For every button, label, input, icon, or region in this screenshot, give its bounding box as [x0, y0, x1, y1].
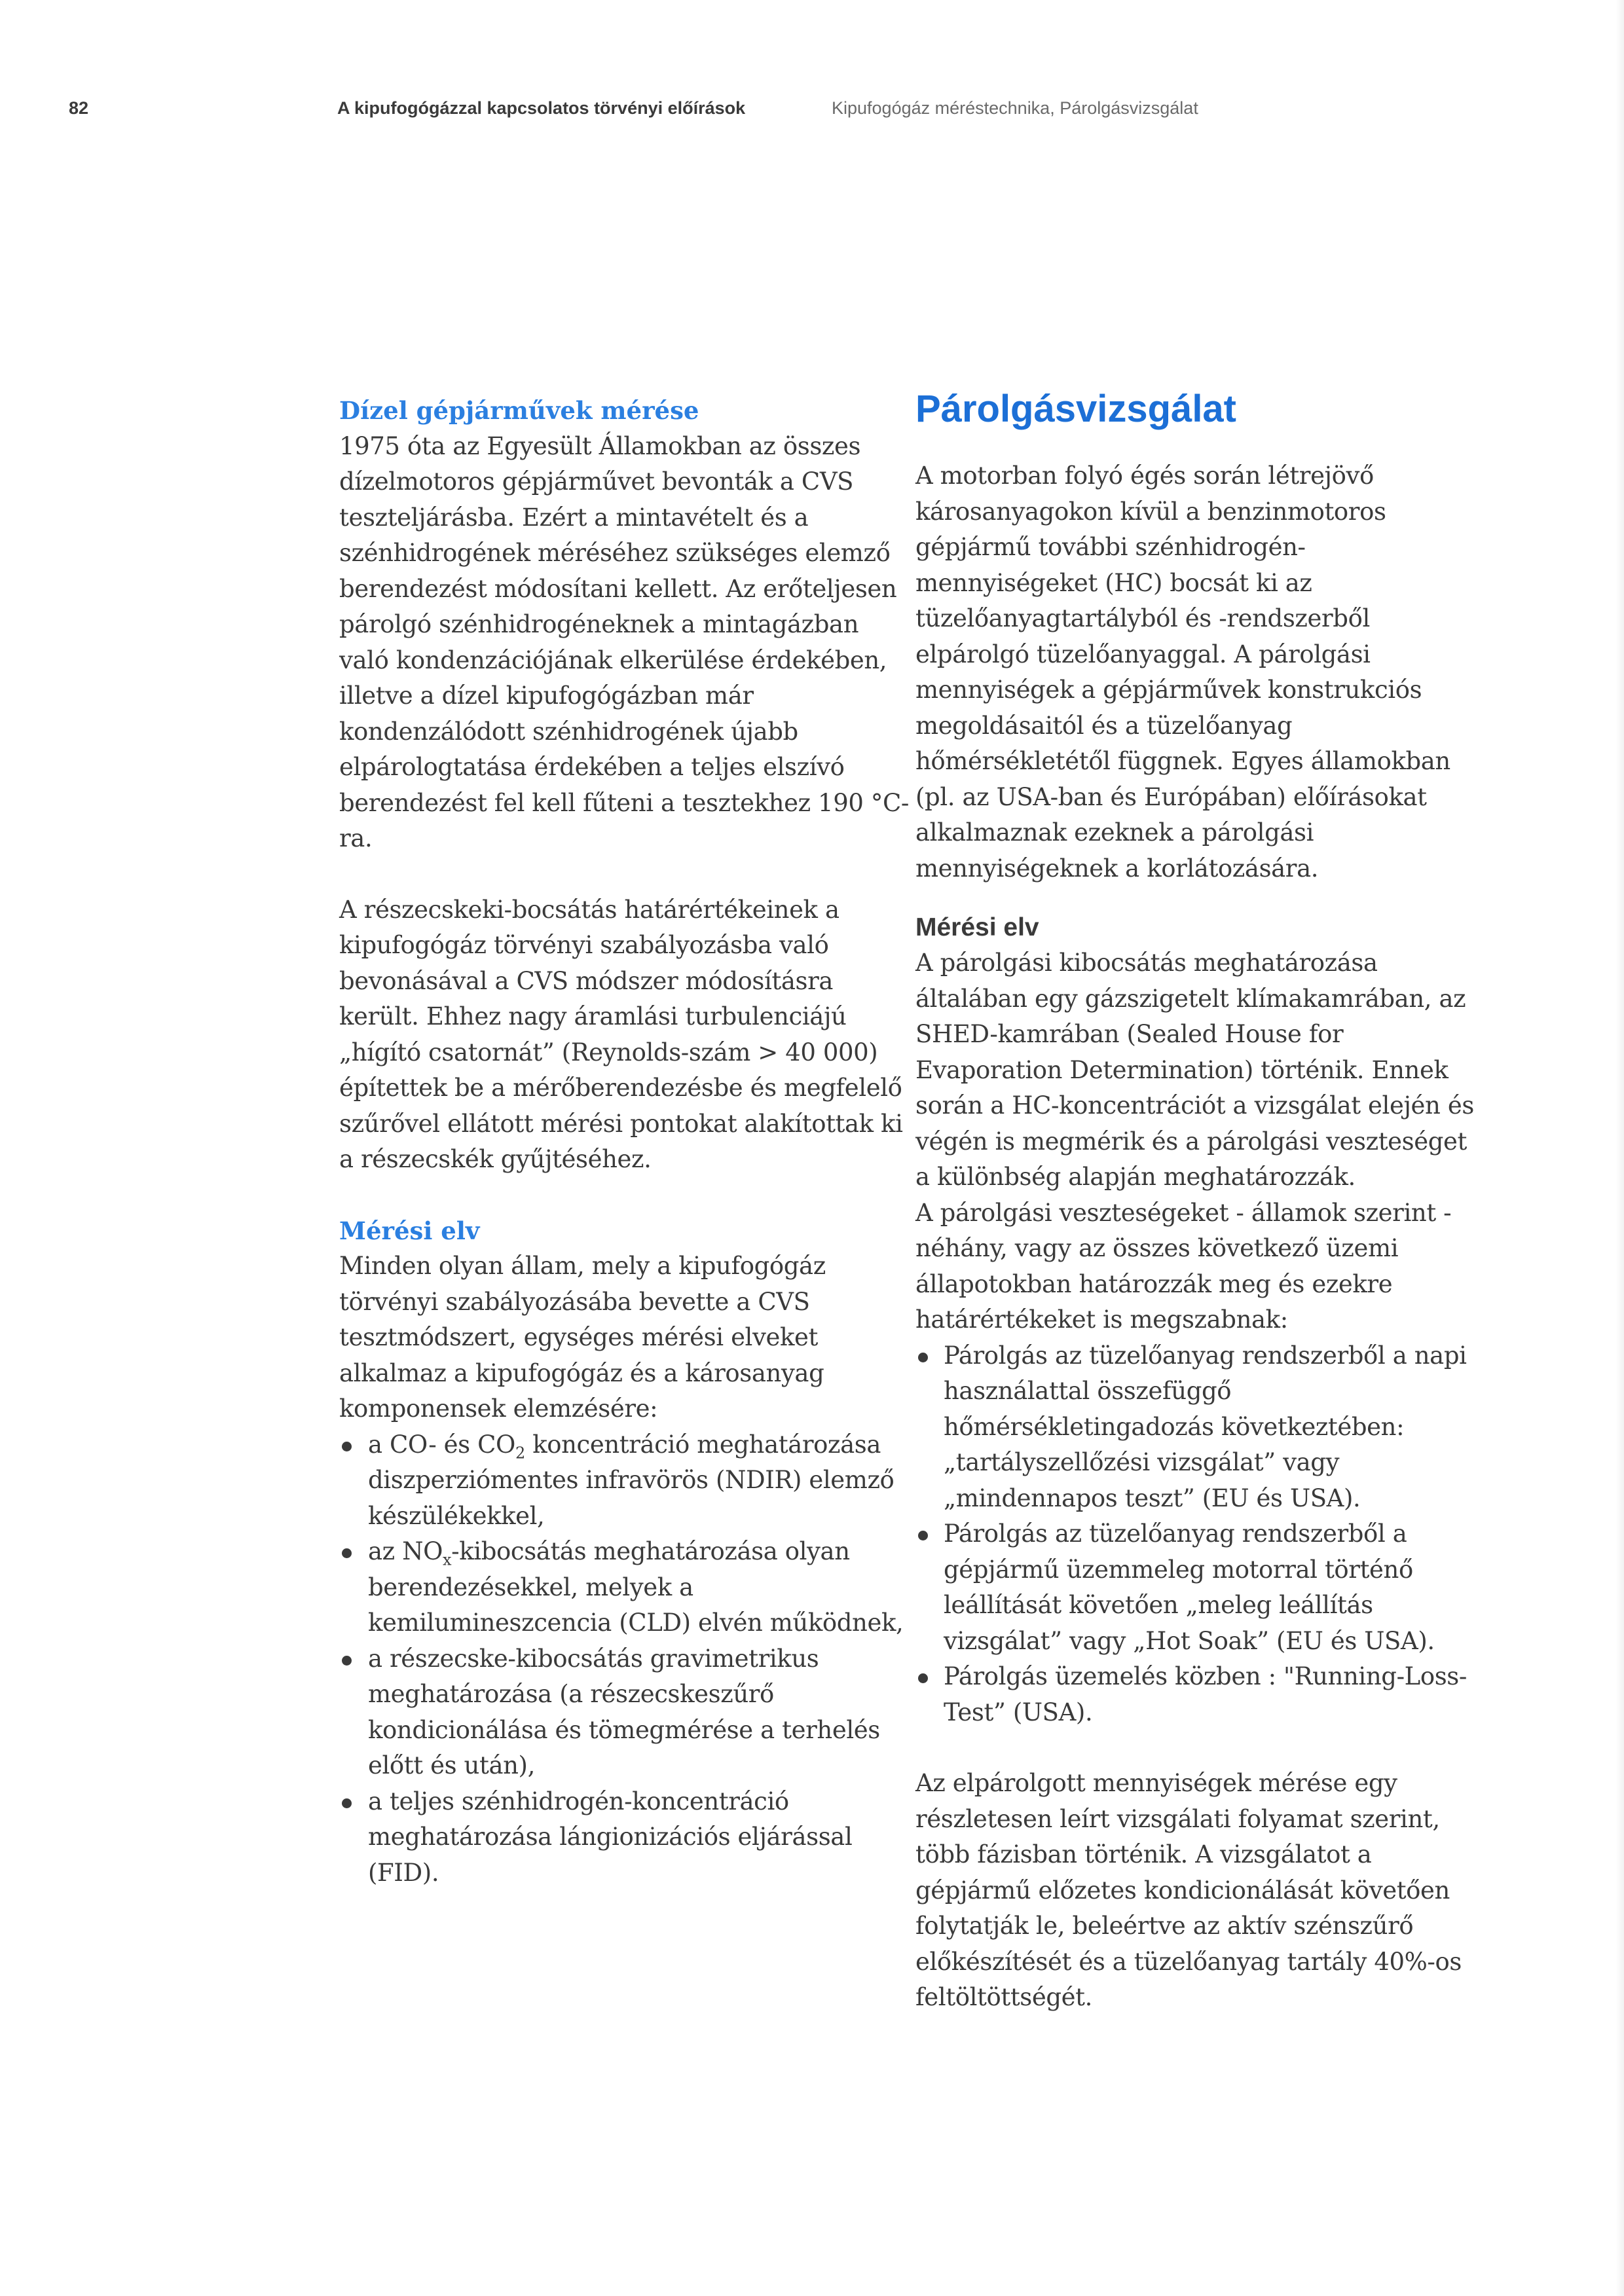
bullet-icon [918, 1531, 928, 1540]
bullet-icon [342, 1548, 352, 1558]
scan-edge-shadow [1616, 0, 1624, 2296]
evaporation-principle-paragraph-2: A párolgási veszteségeket - államok szerint - néhány, vagy az összes következő üzemi állapotokban határozzák meg és ezekre határértékeket is megszabnak: [915, 1198, 1452, 1334]
diesel-paragraph-1: 1975 óta az Egyesült Államokban az összes dízelmotoros gépjárművet bevonták a CVS teszteljárásba. Ezért a mintavételt és a szénhidrogének méréséhez szükséges elemző berendezést módosítani kellett. Az erőteljesen párolgó szénhidrogéneknek a mintagázban való kondenzációjának elkerülése érdekében, illetve a dízel kipufogógázban már kondenzálódott szénhidrogének újabb elpárologtatása érdekében a teljes elszívó berendezést fel kell fűteni a tesztekhez 190 °C-ra. [339, 431, 909, 852]
evaporation-intro: A motorban folyó égés során létrejövő károsanyagokon kívül a benzinmotoros gépjármű további szénhidrogén-mennyiségeket (HC) bocsát ki az tüzelőanyagtartályból és -rendszerből elpárolgó tüzelőanyaggal. A párolgási mennyiségek a gépjárművek konstrukciós megoldásaitól és a tüzelőanyag hőmérsékletétől függnek. Egyes államokban (pl. az USA-ban és Európában) előírásokat alkalmaznak ezeknek a párolgási mennyiségeknek a korlátozására. [915, 462, 1450, 883]
measurement-principle-heading: Mérési elv [339, 1216, 480, 1245]
diesel-paragraph-2: A részecskeki-bocsátás határértékeinek a kipufogógáz törvényi szabályozásba való bevonásával a CVS módszer módosításra került. Ehhez nagy áramlási turbulenciájú „hígító csatornát” (Reynolds-szám > 40 000) építettek be a mérőberendezésbe és megfelelő szűrővel ellátott mérési pontokat alakítottak ki a részecskék gyűjtéséhez. [339, 895, 903, 1173]
list-item: Párolgás az tüzelőanyag rendszerből a gépjármű üzemmeleg motorral történő leállítását követően „meleg leállítás vizsgálat” vagy „Hot Soak” (EU és USA). [915, 1516, 1485, 1659]
evaporation-test-title: Párolgásvizsgálat [915, 388, 1236, 430]
evaporation-principle-heading: Mérési elv [915, 913, 1039, 941]
bullet-icon [918, 1353, 928, 1362]
analysis-method-list [339, 1427, 909, 1891]
measurement-principle-intro: Minden olyan állam, mely a kipufogógáz törvényi szabályozásába bevette a CVS tesztmódszert, egységes mérési elveket alkalmaz a kipufogógáz és a károsanyag komponensek elemzésére: [339, 1252, 826, 1423]
chapter-title: A kipufogógázzal kapcsolatos törvényi előírások [337, 98, 746, 118]
page-number: 82 [69, 98, 89, 118]
right-column [915, 386, 1485, 2016]
left-column [339, 393, 909, 1891]
evaporation-test-list [915, 1338, 1485, 1731]
list-item: az $NO_x$-kibocsátás meghatározása olyan berendezésekkel, melyek a kemilumineszcencia (CLD) elvén működnek, [339, 1534, 909, 1641]
evaporation-closing-paragraph: Az elpárolgott mennyiségek mérése egy részletesen leírt vizsgálati folyamat szerint, több fázisban történik. A vizsgálatot a gépjármű előzetes kondicionálását követően folytatják le, beleértve az aktív szénszűrő előkészítését és a tüzelőanyag tartály 40%-os feltöltöttségét. [915, 1769, 1462, 2011]
bullet-icon [342, 1656, 352, 1666]
list-item: a részecske-kibocsátás gravimetrikus meghatározása (a részecskeszűrő kondicionálása és tömegmérése a terhelés előtt és után), [339, 1641, 909, 1784]
evaporation-principle-paragraph-1: A párolgási kibocsátás meghatározása általában egy gázszigetelt klímakamrában, az SHED-kamrában (Sealed House for Evaporation Determination) történik. Ennek során a HC-koncentrációt a vizsgálat elején és végén is megmérik és a párolgási veszteséget a különbség alapján meghatározzák. [915, 949, 1474, 1191]
list-item: Párolgás az tüzelőanyag rendszerből a napi használattal összefüggő hőmérsékletingadozás következtében: „tartályszellőzési vizsgálat” vagy „mindennapos teszt” (EU és USA). [915, 1338, 1485, 1517]
bullet-icon [918, 1673, 928, 1683]
list-item: a CO- és $CO_2$ koncentráció meghatározása diszperziómentes infravörös (NDIR) elemző készülékekkel, [339, 1427, 909, 1535]
bullet-icon [342, 1798, 352, 1808]
diesel-heading: Dízel gépjárművek mérése [339, 396, 699, 425]
list-item: a teljes szénhidrogén-koncentráció meghatározása lángionizációs eljárással (FID). [339, 1784, 909, 1891]
running-header [0, 98, 1624, 124]
section-title: Kipufogógáz méréstechnika, Párolgásvizsgálat [832, 98, 1198, 118]
bullet-icon [342, 1442, 352, 1451]
list-item: Párolgás üzemelés közben : "Running-Loss-Test” (USA). [915, 1659, 1485, 1730]
